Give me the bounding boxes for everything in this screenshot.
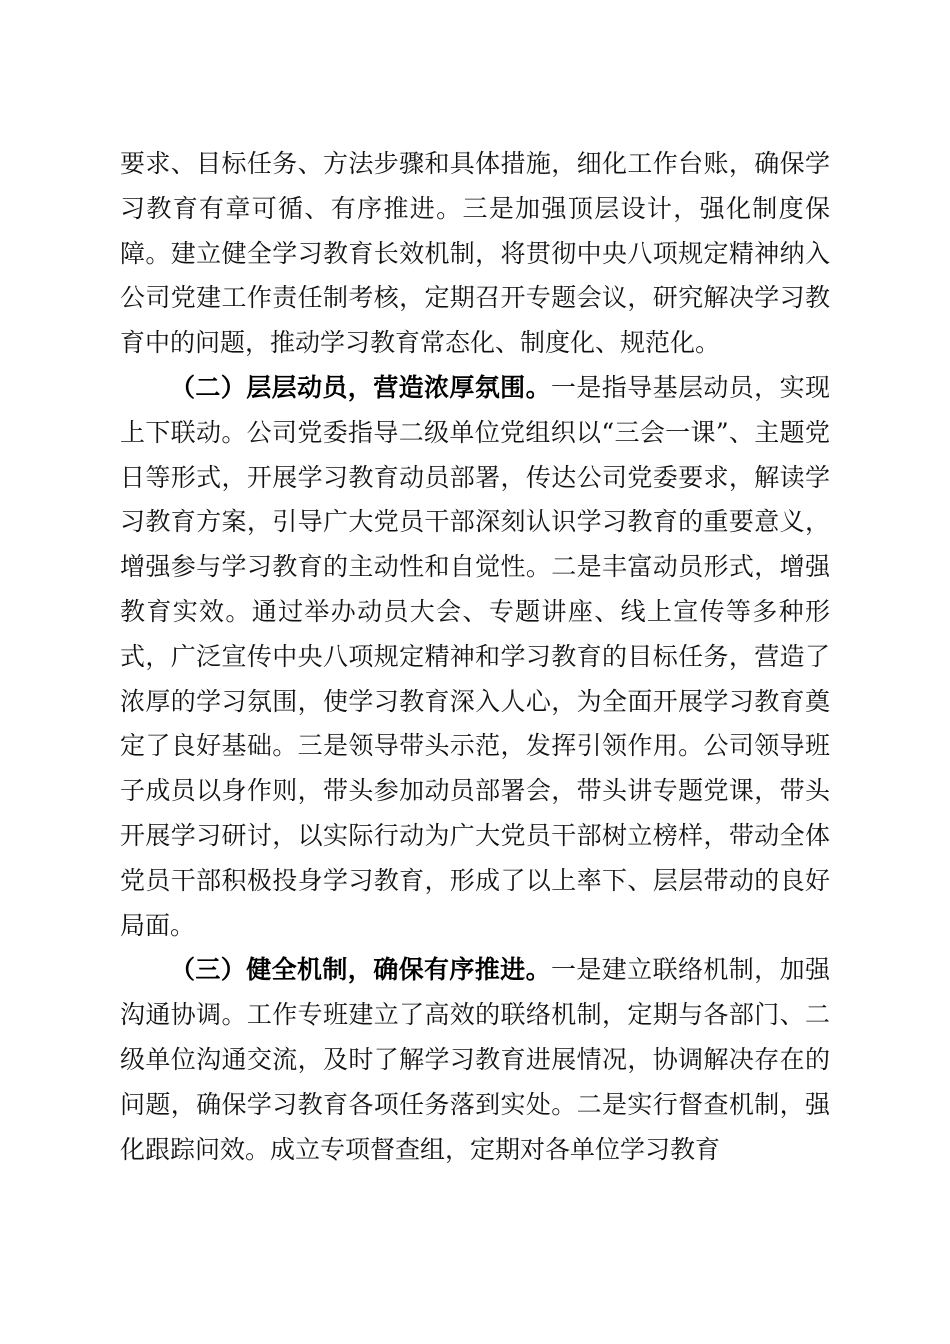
paragraph-text: 要求、目标任务、方法步骤和具体措施，细化工作台账，确保学习教育有章可循、有序推进。三是加强顶层设计，强化制度保障。建立健全学习教育长效机制，将贯彻中央八项规定精神纳入公司党建工作责任制考核，定期召开专题会议，研究解决学习教育中的问题，推动学习教育常态化、制度化、规范化。	[120, 149, 830, 358]
paragraph-text: 一是建立联络机制，加强沟通协调。工作专班建立了高效的联络机制，定期与各部门、二级单位沟通交流，及时了解学习教育进展情况，协调解决存在的问题，确保学习教育各项任务落到实处。二是实行督查机制，强化跟踪问效。成立专项督查组，定期对各单位学习教育	[120, 955, 830, 1164]
document-body	[120, 142, 830, 1172]
paragraph-mobilization	[120, 366, 830, 948]
paragraph-continued	[120, 142, 830, 366]
paragraph-mechanism	[120, 948, 830, 1172]
section-heading-3: （三）健全机制，确保有序推进。	[170, 955, 551, 985]
paragraph-text: 一是指导基层动员，实现上下联动。公司党委指导二级单位党组织以“三会一课”、主题党日等形式，开展学习教育动员部署，传达公司党委要求，解读学习教育方案，引导广大党员干部深刻认识学习教育的重要意义，增强参与学习教育的主动性和自觉性。二是丰富动员形式，增强教育实效。通过举办动员大会、专题讲座、线上宣传等多种形式，广泛宣传中央八项规定精神和学习教育的目标任务，营造了浓厚的学习氛围，使学习教育深入人心，为全面开展学习教育奠定了良好基础。三是领导带头示范，发挥引领作用。公司领导班子成员以身作则，带头参加动员部署会，带头讲专题党课，带头开展学习研讨，以实际行动为广大党员干部树立榜样，带动全体党员干部积极投身学习教育，形成了以上率下、层层带动的良好局面。	[120, 372, 830, 940]
section-heading-2: （二）层层动员，营造浓厚氛围。	[170, 372, 551, 402]
